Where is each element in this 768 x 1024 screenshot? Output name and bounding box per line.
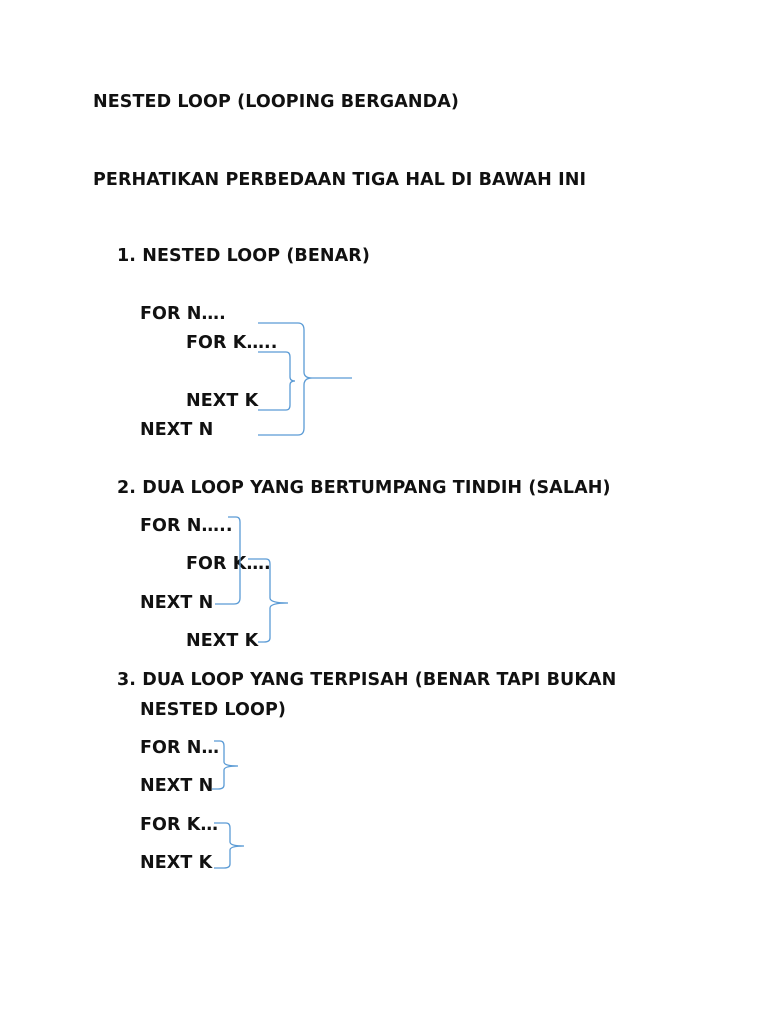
code-line: NEXT N (140, 776, 214, 796)
k-loop-brace (214, 823, 244, 868)
code-line: NEXT K (186, 391, 259, 411)
code-line: NEXT K (186, 631, 259, 651)
section-3-heading: 3. DUA LOOP YANG TERPISAH (BENAR TAPI BUKAN (117, 670, 617, 690)
code-line: FOR K…. (186, 554, 271, 574)
page-title: NESTED LOOP (LOOPING BERGANDA) (93, 92, 460, 112)
instruction-heading: PERHATIKAN PERBEDAAN TIGA HAL DI BAWAH INI (93, 170, 587, 190)
code-line: FOR N…. (140, 304, 226, 324)
inner-loop-brace (258, 352, 295, 410)
section-1-heading: 1. NESTED LOOP (BENAR) (117, 246, 370, 266)
code-line: FOR N… (140, 738, 220, 758)
section-2-heading: 2. DUA LOOP YANG BERTUMPANG TINDIH (SALAH) (117, 478, 611, 498)
code-line: NEXT N (140, 420, 214, 440)
code-line: FOR N….. (140, 516, 233, 536)
code-line: NEXT N (140, 593, 214, 613)
section-3-heading-continued: NESTED LOOP) (140, 700, 287, 720)
code-line: FOR K….. (186, 333, 278, 353)
code-line: NEXT K (140, 853, 213, 873)
code-line: FOR K… (140, 815, 219, 835)
